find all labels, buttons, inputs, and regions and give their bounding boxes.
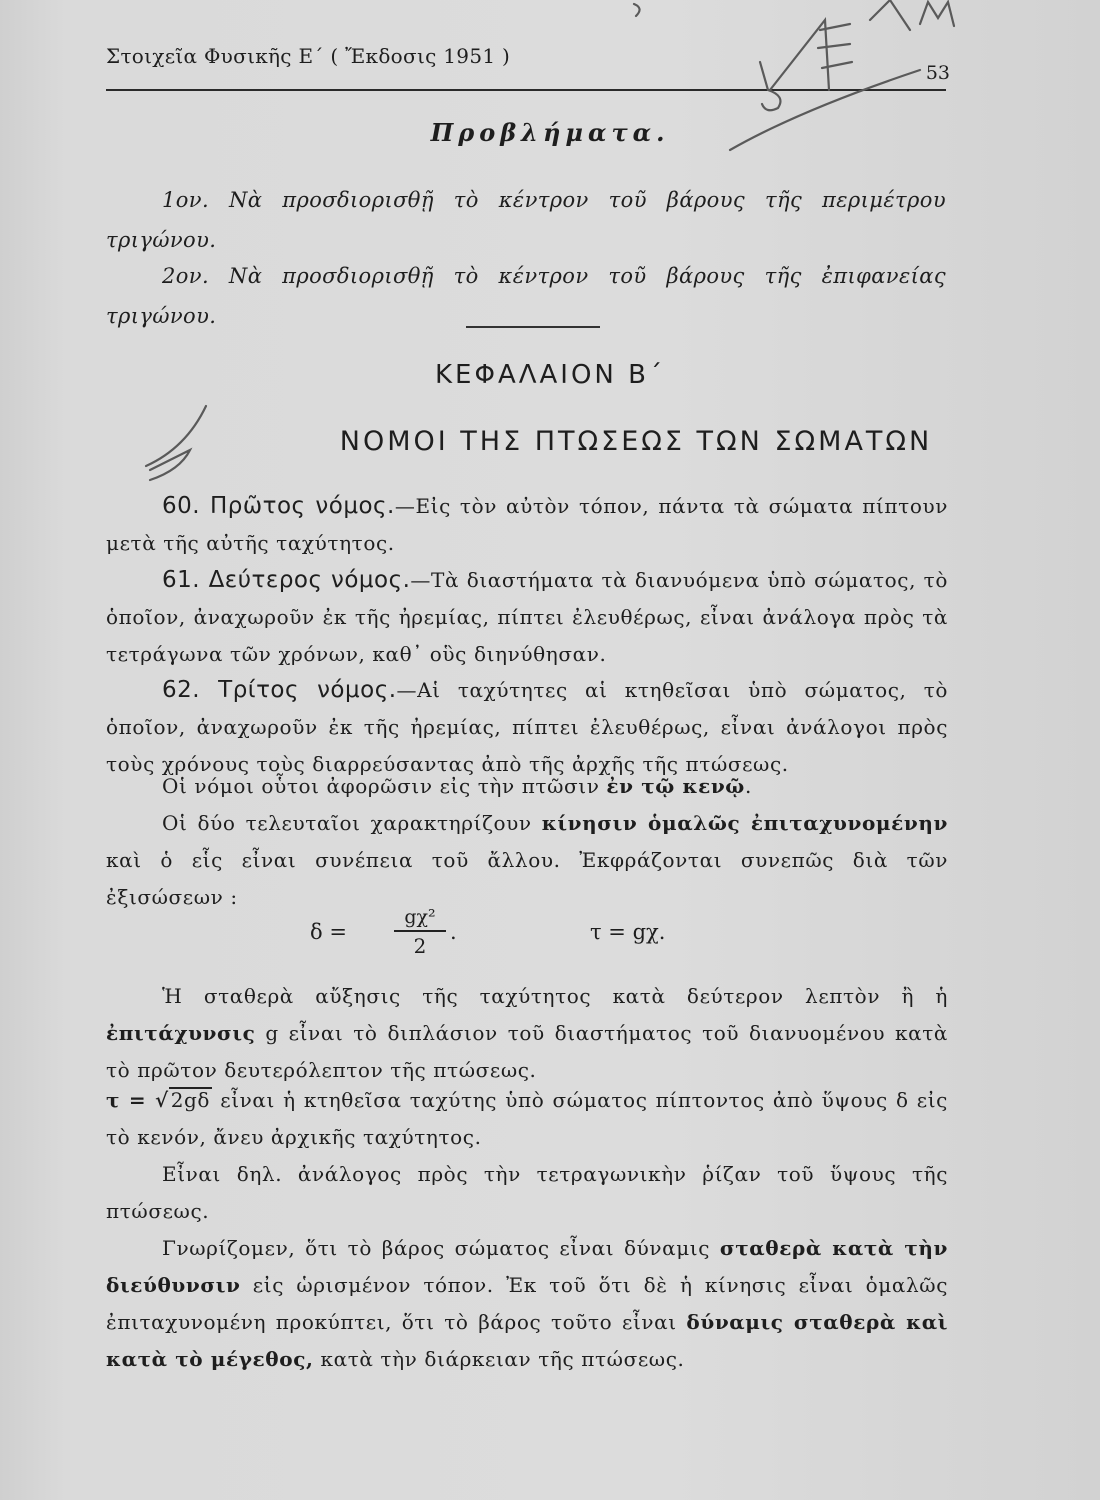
equation-distance-period: . (450, 920, 457, 944)
vacuum-note (106, 768, 948, 805)
acceleration-text-1: Ἡ σταθερὰ αὔξησις τῆς ταχύτητος κατὰ δεύτερον λεπτὸν ἢ ἡ (162, 984, 948, 1008)
motion-note-text-2: καὶ ὁ εἷς εἶναι συνέπεια τοῦ ἄλλου. Ἐκφράζονται συνεπῶς διὰ τῶν ἐξισώσεων : (106, 848, 948, 909)
weight-emphasis-1: σταθερὰ κατὰ τὴν διεύθυνσιν (106, 1236, 948, 1297)
weight-text-3: κατὰ τὴν διάρκειαν τῆς πτώσεως. (313, 1347, 685, 1371)
problem-2: 2ον. Νὰ προσδιορισθῇ τὸ κέντρον τοῦ βάρους τῆς ἐπιφανείας τριγώνου. (106, 264, 946, 328)
motion-note (106, 805, 948, 916)
vacuum-note-text: Οἱ νόμοι οὗτοι ἀφορῶσιν εἰς τὴν πτῶσιν (162, 774, 607, 798)
fraction-numerator: gχ² (404, 906, 436, 928)
square-root-ratio-paragraph: Εἶναι δηλ. ἀνάλογος πρὸς τὴν τετραγωνικὴν ῥίζαν τοῦ ὕψους τῆς πτώσεως. (106, 1162, 948, 1223)
law-62-text: —Αἱ ταχύτητες αἱ κτηθεῖσαι ὑπὸ σώματος, τὸ ὁποῖον, ἀναχωροῦν ἐκ τῆς ἠρεμίας, πίπτει ἐλευθέρως, εἶναι ἀνάλογοι πρὸς τοὺς χρόνους τοὺς διαρρεύσαντας ἀπὸ τῆς ἀρχῆς τῆς πτώσεως. (106, 678, 949, 776)
weight-paragraph (106, 1230, 948, 1378)
weight-emphasis-2: δύναμις σταθερὰ καὶ κατὰ τὸ μέγεθος, (106, 1310, 948, 1371)
law-60-heading: 60. Πρῶτος νόμος. (162, 493, 395, 519)
equation-distance-lhs: δ = (310, 920, 347, 944)
running-head: Στοιχεῖα Φυσικῆς Ε΄ ( Ἔκδοσις 1951 ) (106, 44, 511, 68)
law-62-heading: 62. Τρίτος νόμος. (162, 677, 397, 703)
problem-1: 1ον. Νὰ προσδιορισθῇ τὸ κέντρον τοῦ βάρους τῆς περιμέτρου τριγώνου. (106, 188, 946, 252)
equation-velocity: τ = gχ. (590, 920, 666, 944)
root-formula-lead: τ = √ (106, 1088, 169, 1112)
vacuum-note-end: . (744, 774, 752, 798)
problems-heading: Προβλήματα. (430, 118, 670, 147)
fraction-denominator: 2 (413, 934, 427, 958)
equations (310, 906, 810, 970)
law-61-text: —Τὰ διαστήματα τὰ διανυόμενα ὑπὸ σώματος, τὸ ὁποῖον, ἀναχωροῦν ἐκ τῆς ἠρεμίας, πίπτει ἐλευθέρως, εἶναι ἀνάλογα πρὸς τὰ τετράγωνα τῶν χρόνων, καθ᾽ οὓς διηνύθησαν. (106, 568, 948, 666)
letter-alpha-mark (870, 0, 910, 30)
law-60-text: —Εἰς τὸν αὐτὸν τόπον, πάντα τὰ σώματα πίπτουν μετὰ τῆς αὐτῆς ταχύτητος. (106, 494, 948, 555)
page-number: 53 (925, 62, 950, 84)
chapter-title: ΝΟΜΟΙ ΤΗΣ ΠΤΩΣΕΩΣ ΤΩΝ ΣΩΜΑΤΩΝ (339, 426, 933, 457)
law-60 (106, 488, 948, 562)
acceleration-text-2: g εἶναι τὸ διπλάσιον τοῦ διαστήματος τοῦ διανυομένου κατὰ τὸ πρῶτον δευτερόλεπτον τῆς πτώσεως. (106, 1021, 948, 1082)
root-radicand: 2gδ (170, 1088, 211, 1112)
motion-note-emphasis: κίνησιν ὁμαλῶς ἐπιταχυνομένην (541, 811, 948, 835)
law-61-heading: 61. Δεύτερος νόμος. (162, 567, 411, 593)
law-61 (106, 562, 948, 673)
law-62 (106, 672, 948, 783)
letter-mu-mark (920, 2, 954, 26)
page-header (106, 44, 950, 94)
root-paragraph-text: εἶναι ἡ κτηθεῖσα ταχύτης ὑπὸ σώματος πίπτοντος ἀπὸ ὕψους δ εἰς τὸ κενόν, ἄνευ ἀρχικῆς ταχύτητος. (106, 1088, 948, 1149)
equation-distance-fraction (394, 904, 446, 960)
acceleration-paragraph (106, 978, 948, 1089)
weight-text-2: εἰς ὡρισμένον τόπον. Ἐκ τοῦ ὅτι δὲ ἡ κίνησις εἶναι ὁμαλῶς ἐπιταχυνομένη προκύπτει, ὅτι τὸ βάρος τοῦτο εἶναι (106, 1273, 948, 1334)
weight-text-1: Γνωρίζομεν, ὅτι τὸ βάρος σώματος εἶναι δύναμις (162, 1236, 720, 1260)
chapter-label: ΚΕΦΑΛΑΙΟΝ Β΄ (435, 360, 665, 390)
acceleration-term: ἐπιτάχυνσις (106, 1021, 256, 1045)
header-rule (106, 89, 946, 91)
velocity-root-paragraph (106, 1082, 948, 1156)
top-scribble-mark (634, 4, 640, 16)
vacuum-note-emphasis: ἐν τῷ κενῷ (606, 774, 745, 798)
motion-note-text-1: Οἱ δύο τελευταῖοι χαρακτηρίζουν (162, 811, 542, 835)
section-divider (466, 326, 600, 328)
